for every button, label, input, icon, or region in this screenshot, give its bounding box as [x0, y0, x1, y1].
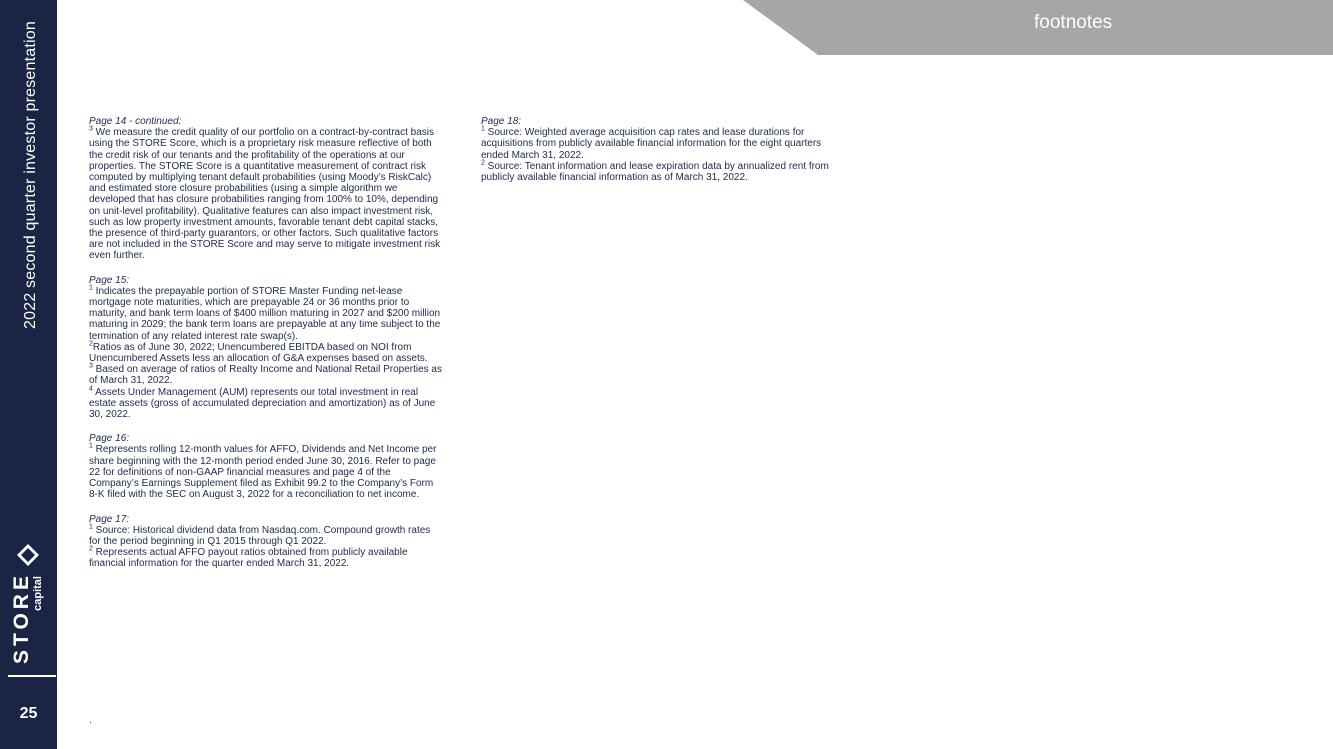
footnote-number: 2: [89, 340, 93, 348]
footnote-text: Indicates the prepayable portion of STORE Master Funding net-lease mortgage note maturities, which are prepayable 24 or 36 months prior to maturity, and bank term loans of $400 million maturing in 2027 and $200 million maturing in 2029; the bank term loans are prepayable at any time subject to the termination of any related interest rate swap(s).: [89, 285, 441, 342]
section-heading: Page 18:: [481, 116, 522, 127]
footnote-number: 2: [481, 159, 485, 167]
footnote-number: 4: [89, 385, 93, 393]
logo-wordmark: STORE: [10, 572, 33, 664]
footnote: [89, 444, 443, 500]
footnote-text: Source: Weighted average acquisition cap rates and lease durations for acquisitions from publicly available financial information for the eight quarters ended March 31, 2022.: [481, 127, 822, 161]
footnote: [89, 286, 443, 342]
footnote-text: Represents actual AFFO payout ratios obtained from publicly available financial information for the quarter ended March 31, 2022.: [89, 547, 408, 570]
sidebar: [0, 0, 57, 749]
footnote-text: Represents rolling 12-month values for AFFO, Dividends and Net Income per share beginning with the 12-month period ended June 30, 2016. Refer to page 22 for definitions of non-GAAP financial measures and page 4 of the Company’s Earnings Supplement filed as Exhibit 99.2 to the Company’s Form 8-K filed with the SEC on August 3, 2022 for a reconciliation to net income.: [89, 444, 437, 501]
logo-subtitle: capital: [32, 576, 44, 611]
footnote-number: 3: [89, 362, 93, 370]
footnotes-right-column: [481, 116, 843, 196]
footnote-section: [89, 514, 443, 570]
footnote-number: 1: [89, 284, 93, 292]
store-diamond-icon: [15, 542, 41, 568]
footnote-number: 1: [89, 523, 93, 531]
footnotes-left-column: [89, 116, 443, 583]
footnote-section: [89, 433, 443, 500]
footnote-text: We measure the credit quality of our portfolio on a contract-by-contract basis using the STORE Score, which is a proprietary risk measure reflective of both the credit risk of our tenants and the profitability of the operations at our properties. The STORE Score is a quantitative measurement of contract risk computed by multiplying tenant default probabilities (using Moody’s RiskCalc) and estimated store closure probabilities (using a simple algorithm we developed that has closure probabilities ranging from 100% to 10%, depending on unit-level profitability). Qualitative features can also impact investment risk, such as low property investment amounts, favorable tenant debt capital stacks, the presence of third-party guarantors, or other factors. Such qualitative factors are not included in the STORE Score and may serve to mitigate investment risk even further.: [89, 127, 441, 262]
footnote-text: Source: Historical dividend data from Nasdaq.com. Compound growth rates for the period beginning in Q1 2015 through Q1 2022.: [89, 524, 431, 547]
page-title: footnotes: [1034, 12, 1113, 33]
section-heading: Page 16:: [89, 433, 130, 445]
footnote: [89, 364, 443, 386]
section-heading: Page 15:: [89, 274, 130, 286]
store-capital-logo: [12, 542, 44, 664]
footnote-text: Based on average of ratios of Realty Income and National Retail Properties as of March 31, 2022.: [89, 364, 442, 387]
footnote: [89, 387, 443, 421]
footnote: [89, 547, 443, 569]
section-heading: Page 17:: [89, 513, 130, 525]
footnote-number: 2: [89, 545, 93, 553]
footnote-section: [89, 275, 443, 421]
footnote-text: Ratios as of June 30, 2022; Unencumbered EBITDA based on NOI from Unencumbered Assets less an allocation of G&A expenses based on assets.: [89, 341, 428, 365]
footnote-text: Assets Under Management (AUM) represents our total investment in real estate assets (gross of accumulated depreciation and amortization) as of June 30, 2022.: [89, 386, 436, 421]
footnote-text: Source: Tenant information and lease expiration data by annualized rent from publicly available financial information as of March 31, 2022.: [481, 160, 829, 184]
footnote: [89, 342, 443, 364]
section-heading: Page 14 - continued:: [89, 116, 182, 127]
footnote-section: [89, 116, 443, 262]
presentation-title: 2022 second quarter investor presentation: [22, 21, 39, 329]
footnote-number: 1: [481, 125, 485, 133]
footnote-number: 1: [89, 443, 93, 451]
footnote-section: [481, 116, 843, 183]
trailing-mark: .: [89, 715, 92, 726]
footnote: [89, 525, 443, 547]
footnote: [481, 127, 843, 161]
footnote: [481, 161, 843, 183]
footnote: [89, 127, 443, 261]
footnote-number: 3: [89, 125, 93, 133]
sidebar-divider: [8, 675, 56, 677]
page-number: 25: [19, 705, 38, 722]
